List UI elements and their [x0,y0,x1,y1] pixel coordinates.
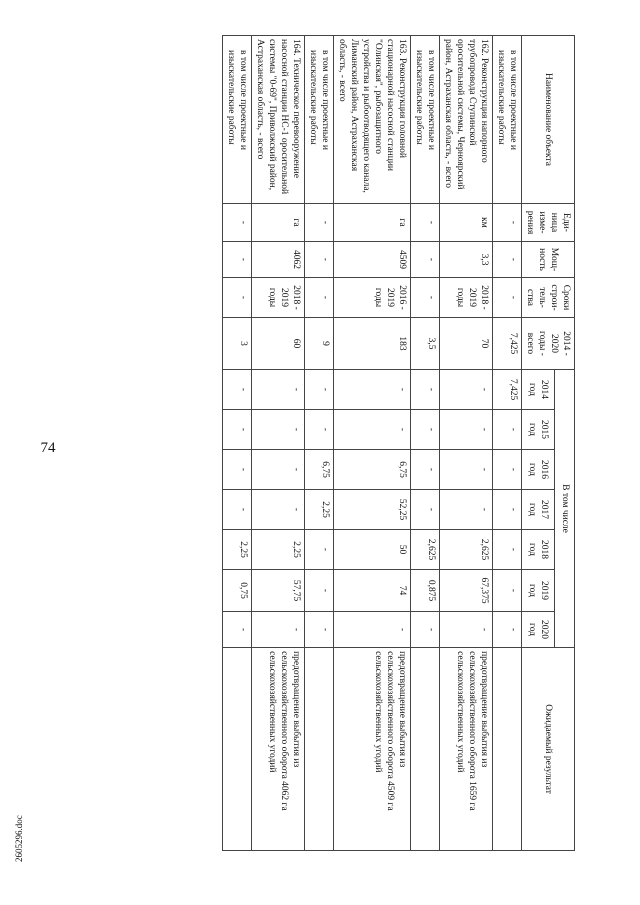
cell-y2015: - [493,410,522,450]
cell-terms: - [305,278,334,318]
col-header-in-that: В том числе [555,370,575,648]
table-row [440,36,493,851]
cell-y2016: - [223,450,252,490]
cell-object-name: 164. Техническое перевооружение насосной станции НС-1 оросительной системы "0-69", Приволжский район, Астраханская область, - всего [252,36,305,204]
cell-y2015: - [305,410,334,450]
cell-object-name: в том числе проектные и изыскательские работы [411,36,440,204]
cell-terms: - [411,278,440,318]
table-row [493,36,522,851]
col-header-2016: 2016 год [522,450,555,490]
cell-capacity: 4062 [252,242,305,278]
cell-expected-result [223,648,252,851]
cell-terms: - [493,278,522,318]
document-footer-id: 2605296.doc [14,815,24,862]
cell-y2017: - [252,490,305,530]
cell-y2017: - [493,490,522,530]
cell-capacity: 4509 [334,242,411,278]
cell-y2016: - [411,450,440,490]
cell-y2018: - [493,530,522,570]
cell-y2020: - [411,612,440,648]
cell-capacity: - [223,242,252,278]
cell-y2020: - [440,612,493,648]
cell-y2020: - [493,612,522,648]
cell-y2019: 0,75 [223,570,252,612]
col-header-2018: 2018 год [522,530,555,570]
table-row [252,36,305,851]
cell-capacity: 3,3 [440,242,493,278]
cell-y2017: - [411,490,440,530]
cell-y2018: 2,25 [252,530,305,570]
rotated-table-container [55,35,575,850]
cell-y2014: - [252,370,305,410]
col-header-2015: 2015 год [522,410,555,450]
cell-y2015: - [411,410,440,450]
cell-y2016: 6,75 [305,450,334,490]
page-number: 74 [40,440,56,456]
cell-total: 183 [334,318,411,370]
cell-object-name: 163. Реконструкция головной стационарной насосной станции "Олинская", рыбозащитного устройства и рыбоотводящего канала, Лиманский район, Астраханская область, - всего [334,36,411,204]
objects-table [222,35,575,851]
cell-capacity: - [411,242,440,278]
cell-y2014: - [440,370,493,410]
cell-y2015: - [223,410,252,450]
cell-y2015: - [252,410,305,450]
cell-y2020: - [252,612,305,648]
cell-object-name: в том числе проектные и изыскательские работы [223,36,252,204]
cell-expected-result: предотвращение выбытия из сельскохозяйственного оборота 1659 га сельскохозяйственных угодий [440,648,493,851]
col-header-2017: 2017 год [522,490,555,530]
cell-unit: - [223,204,252,242]
cell-terms: - [223,278,252,318]
cell-unit: - [493,204,522,242]
cell-y2016: - [440,450,493,490]
cell-expected-result: предотвращение выбытия из сельскохозяйственного оборота 4509 га сельскохозяйственных угодий [334,648,411,851]
cell-y2017: - [223,490,252,530]
cell-expected-result [493,648,522,851]
table-row [334,36,411,851]
cell-y2017: - [440,490,493,530]
cell-capacity: - [493,242,522,278]
cell-unit: км [440,204,493,242]
cell-y2014: 7,425 [493,370,522,410]
cell-total: 7,425 [493,318,522,370]
table-row [223,36,252,851]
cell-capacity: - [305,242,334,278]
cell-y2017: 52,25 [334,490,411,530]
cell-unit: - [305,204,334,242]
cell-total: 70 [440,318,493,370]
cell-y2018: 2,25 [223,530,252,570]
cell-y2014: - [334,370,411,410]
col-header-2020: 2020 год [522,612,555,648]
cell-terms: 2016 - 2019 годы [334,278,411,318]
cell-expected-result [411,648,440,851]
cell-y2020: - [305,612,334,648]
cell-terms: 2018 - 2019 годы [440,278,493,318]
cell-y2019: - [305,570,334,612]
cell-total: 60 [252,318,305,370]
col-header-2014: 2014 год [522,370,555,410]
table-body [223,36,522,851]
cell-terms: 2018 - 2019 годы [252,278,305,318]
cell-total: 3 [223,318,252,370]
cell-y2019: 0,875 [411,570,440,612]
cell-y2018: 2,625 [411,530,440,570]
cell-total: 9 [305,318,334,370]
table-row [305,36,334,851]
col-header-name: Наименование объекта [522,36,575,204]
col-header-terms: Сроки строи- тель- ства [522,278,575,318]
cell-y2019: 67,375 [440,570,493,612]
cell-y2016: - [493,450,522,490]
cell-y2018: 50 [334,530,411,570]
cell-unit: га [252,204,305,242]
cell-y2019: 74 [334,570,411,612]
cell-y2015: - [334,410,411,450]
cell-total: 3,5 [411,318,440,370]
table-row [411,36,440,851]
cell-y2018: - [305,530,334,570]
cell-expected-result [305,648,334,851]
col-header-capacity: Мощ- ность [522,242,575,278]
col-header-unit: Еди- ница изме- рения [522,204,575,242]
cell-y2017: 2,25 [305,490,334,530]
cell-y2015: - [440,410,493,450]
cell-y2019: - [493,570,522,612]
cell-y2019: 57,75 [252,570,305,612]
cell-y2014: - [411,370,440,410]
cell-object-name: в том числе проектные и изыскательские работы [493,36,522,204]
cell-y2014: - [223,370,252,410]
cell-y2016: - [252,450,305,490]
cell-object-name: в том числе проектные и изыскательские работы [305,36,334,204]
cell-y2020: - [223,612,252,648]
cell-y2020: - [334,612,411,648]
cell-unit: - [411,204,440,242]
cell-unit: га [334,204,411,242]
col-header-2019: 2019 год [522,570,555,612]
cell-y2014: - [305,370,334,410]
cell-object-name: 162. Реконструкция напорного трубопровода Ступинской оросительной системы, Черноярский район, Астраханская область, - всего [440,36,493,204]
cell-y2018: 2,625 [440,530,493,570]
col-header-total: 2014 - 2020 годы - всего [522,318,575,370]
cell-y2016: 6,75 [334,450,411,490]
cell-expected-result: предотвращение выбытия из сельскохозяйственного оборота 4062 га сельскохозяйственных угодий [252,648,305,851]
header-row-1 [555,36,575,851]
col-header-result: Ожидаемый результат [522,648,575,851]
